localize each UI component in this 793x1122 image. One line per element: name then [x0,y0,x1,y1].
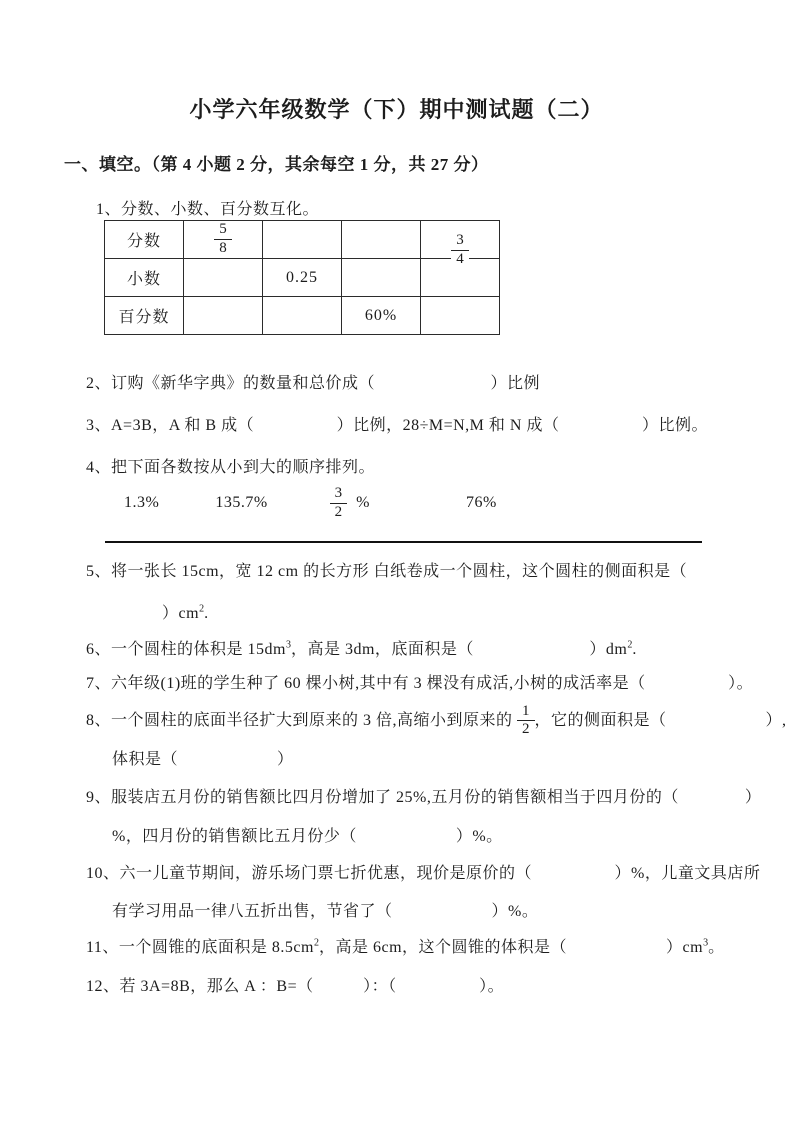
question-7: 7、六年级(1)班的学生种了 60 棵小树,其中有 3 棵没有成活,小树的成活率是（ ）。 [86,674,754,692]
cell-fraction-5-8 [184,221,263,259]
cell-fraction-3-4 [421,221,500,267]
q11-period: 。 [708,939,725,956]
question-5-line-2 [162,603,793,624]
q8-text-post: ，它的侧面积是（ ）, [534,711,787,729]
question-11 [86,937,793,958]
blank-cell [421,297,500,335]
q5-period: . [204,604,209,622]
table-row-fraction [105,221,500,259]
question-6 [86,639,793,660]
q11-superscript-1: 2 [313,937,319,949]
q6-superscript-1: 3 [285,639,291,651]
blank-cell [184,259,263,297]
row-header-fraction: 分数 [105,221,184,259]
fraction-1-2: $\frac{1}{2}$ [517,704,535,739]
q11-text-mid: ，高是 6cm，这个圆锥的体积是（ ）cm [318,939,704,956]
question-2: 2、订购《新华字典》的数量和总价成（ ）比例 [86,375,541,392]
blank-cell [263,297,342,335]
question-4-values [124,486,793,521]
cell-decimal: 0.25 [263,259,342,297]
q11-text-pre: 11、一个圆锥的底面积是 8.5cm [86,939,314,956]
question-12: 12、若 3A=8B，那么 A ：B=（ ）：（ ）。 [86,978,505,995]
row-header-percent: 百分数 [105,297,184,335]
q6-text-mid: ，高是 3dm，底面积是（ ）dm [290,640,628,658]
conversion-table [104,220,500,335]
q6-superscript-2: 2 [627,639,633,651]
question-10-line-2: 有学习用品一律八五折出售，节省了（ ）%。 [112,903,539,920]
value-1: 1.3% [124,493,160,511]
question-5-line-1: 5、将一张长 15cm，宽 12 cm 的长方形 白纸卷成一个圆柱，这个圆柱的侧面积是（ [86,562,688,580]
question-10-line-1: 10、六一儿童节期间，游乐场门票七折优惠，现价是原价的（ ）%，儿童文具店所 [86,865,761,882]
blank-cell [342,259,421,297]
value-2: 135.7% [215,493,268,511]
q6-text-pre: 6、一个圆柱的体积是 15dm [86,640,286,658]
blank-cell [184,297,263,335]
table-row-percent [105,297,500,335]
table-row-decimal [105,259,500,297]
question-9-line-1: 9、服装店五月份的销售额比四月份增加了 25%,五月份的销售额相当于四月份的（ ） [86,789,762,806]
cell-percent: 60% [342,297,421,335]
blank-cell [263,221,342,259]
question-3: 3、A=3B，A 和 B 成（ ）比例，28÷M=N,M 和 N 成（ ）比例。 [86,417,708,434]
page-title: 小学六年级数学（下）期中测试题（二） [189,97,604,122]
q11-superscript-2: 3 [703,937,709,949]
percent-sign: % [356,493,370,511]
fraction-3-2: $\frac{3}{2}$ [330,486,348,521]
question-1-label: 1、分数、小数、百分数互化。 [96,201,320,218]
question-8-line-2: 体积是（ ） [112,751,294,768]
row-header-decimal: 小数 [105,259,184,297]
fraction-3-4: $\frac{3}{4}$ [451,233,469,268]
question-9-line-2: %，四月份的销售额比五月份少（ ）%。 [112,828,503,845]
question-4-label: 4、把下面各数按从小到大的顺序排列。 [86,459,376,476]
section-heading: 一、填空。（第 4 小题 2 分，其余每空 1 分，共 27 分） [64,155,489,174]
q5-superscript: 2 [199,603,205,615]
value-4: 76% [465,493,497,511]
q8-text-pre: 8、一个圆柱的底面半径扩大到原来的 3 倍,高缩小到原来的 [86,711,513,729]
question-8-line-1 [86,704,793,739]
q6-period: . [632,640,637,658]
q5-unit-pre: ）cm [162,604,200,622]
blank-cell [342,221,421,259]
section-divider [105,541,702,543]
fraction-5-8: $\frac{5}{8}$ [214,222,232,257]
